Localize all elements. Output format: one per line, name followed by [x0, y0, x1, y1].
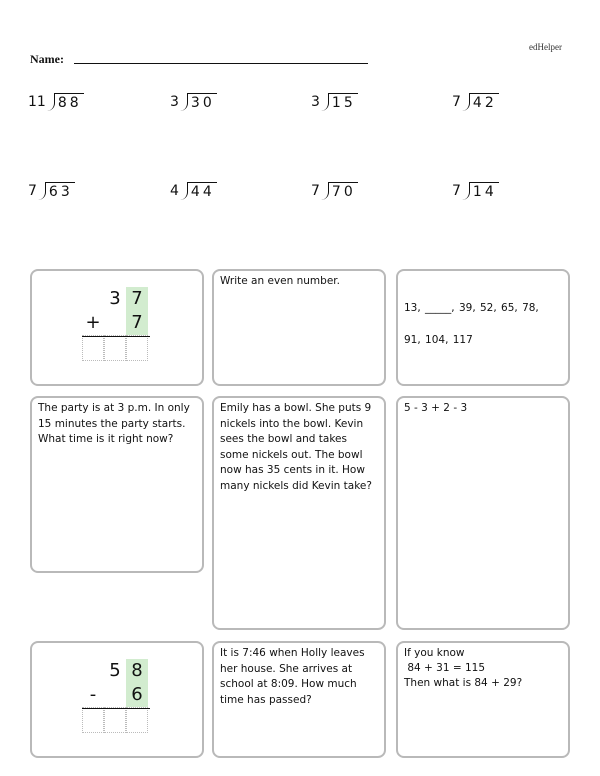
party-time-box: The party is at 3 p.m. In only 15 minutes the party starts. What time is it right now? [30, 396, 204, 573]
division-problem: 7 14 [452, 183, 497, 200]
addition-grid: 3 7 + 7 [82, 287, 148, 361]
addition-problem-box [30, 269, 204, 386]
division-problem: 11 88 [28, 94, 82, 111]
number-pattern-box: 13, _____, 39, 52, 65, 78, 91, 104, 117 [396, 269, 570, 386]
expression-box: 5 - 3 + 2 - 3 [396, 396, 570, 630]
even-number-box: Write an even number. [212, 269, 386, 386]
brand-label: edHelper [529, 42, 562, 52]
division-problem: 3 30 [170, 94, 215, 111]
division-problem: 3 15 [311, 94, 356, 111]
division-problem: 7 63 [28, 183, 73, 200]
subtraction-problem-box [30, 641, 204, 758]
division-problem: 7 70 [311, 183, 356, 200]
subtraction-grid: 5 8 - 6 [82, 659, 148, 733]
nickels-problem-box: Emily has a bowl. She puts 9 nickels into the bowl. Kevin sees the bowl and takes some nickels out. The bowl now has 35 cents in it. How many nickels did Kevin take? [212, 396, 386, 630]
sum-line [82, 336, 150, 337]
division-problem: 7 42 [452, 94, 497, 111]
difference-line [82, 708, 150, 709]
addition-fact-box: If you know 84 + 31 = 115 Then what is 84 + 29? [396, 641, 570, 758]
name-label: Name: [30, 52, 64, 66]
division-problem: 4 44 [170, 183, 215, 200]
name-blank-line [74, 63, 368, 64]
elapsed-time-box: It is 7:46 when Holly leaves her house. She arrives at school at 8:09. How much time has passed? [212, 641, 386, 758]
